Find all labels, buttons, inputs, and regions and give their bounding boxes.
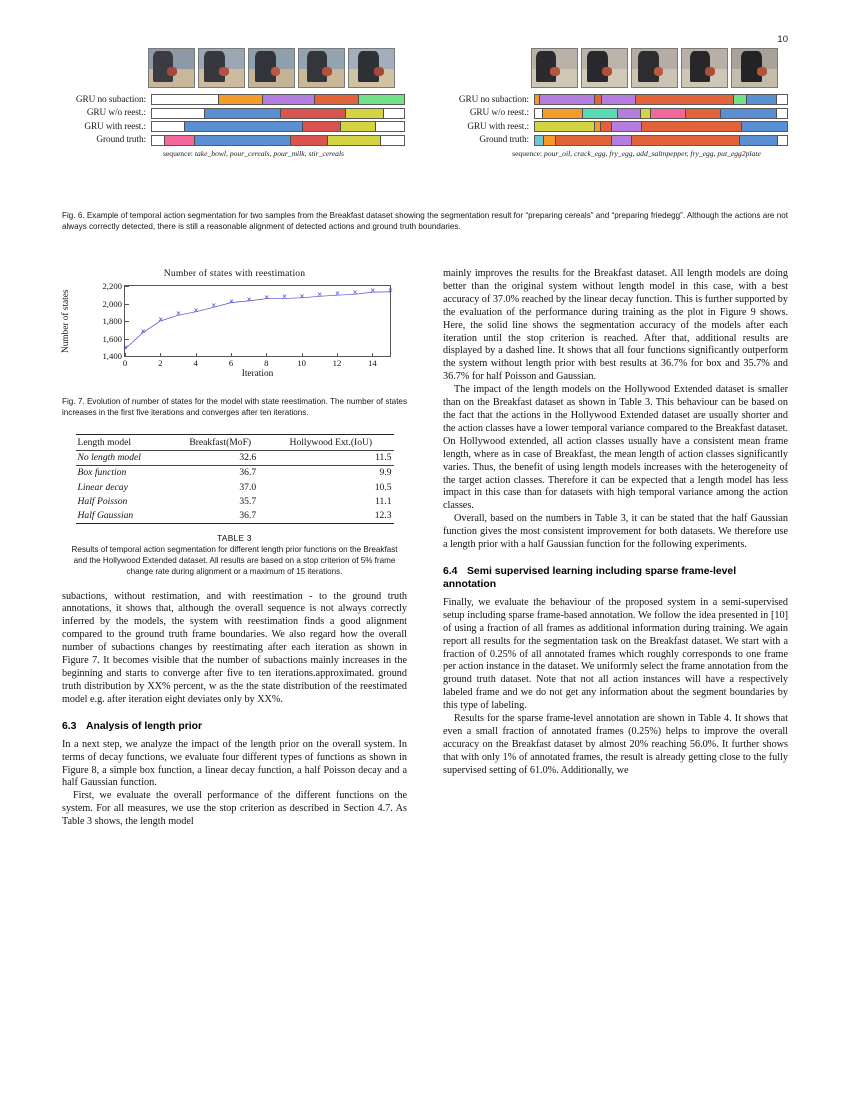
segment [540,95,595,104]
chart-x-tick-label: 6 [228,358,234,368]
segmentation-rows-left [62,94,405,146]
chart-y-tick-label: 1,400 [102,351,122,361]
segmentation-row-label: GRU no subaction: [75,94,146,105]
figure-6-caption: Fig. 6. Example of temporal action segmentation for two samples from the Breakfast dataset showing the segmentation result for “preparing cereals” and “preparing friedegg”. Although the actions are not always correctly detected, there is still a reasonable alignment of detected actions and ground truth boundaries. [62,211,788,232]
table-cell-length-model: Half Poisson [77,495,128,507]
chart-x-tick-label: 10 [297,358,306,368]
chart-x-tick-label: 14 [367,358,377,368]
sequence-value: take_bowl, pour_cereals, pour_milk, stir_cereals [194,148,345,158]
figure-7-chart [62,268,407,390]
segmentation-row-label: Ground truth: [479,135,529,145]
table-3 [76,434,394,523]
segment [602,95,636,104]
table-header-hollywood: Hollywood Ext.(IoU) [268,435,393,450]
chart-data-point [370,290,375,295]
segment [642,122,742,131]
segment [651,109,686,118]
segmentation-bar [534,108,788,119]
segment [341,122,376,131]
table-3-number: TABLE 3 [217,532,252,543]
table-3-wrapper [62,434,407,576]
paragraph: Overall, based on the numbers in Table 3, it can be stated that the half Gaussian function gives the most consistent improvement for both datasets. We therefore use a length prior with a half Gaussian function for the following experiments. [443,513,788,551]
table-3-caption-block [62,533,407,577]
segmentation-bar [534,94,788,105]
chart-data-point [352,292,357,297]
segment [535,136,544,145]
chart-x-tick-label: 12 [332,358,342,368]
segmentation-row-label: Ground truth: [96,135,146,145]
paragraph: First, we evaluate the overall performance of the different functions on the system. For all measures, we use the stop criterion as described in Section 4.7. As Table 3 shows, the length model [62,790,407,828]
segmentation-row [62,135,405,146]
segment [778,136,787,145]
segment [734,95,747,104]
table-row [76,465,394,480]
segmentation-row [62,94,405,105]
segment [544,136,557,145]
segment [535,122,595,131]
segment [535,109,543,118]
video-frame-thumbnail [531,48,578,88]
table-cell-hollywood: 10.5 [374,481,392,493]
segment [152,136,165,145]
chart-y-tick-label: 2,200 [102,281,122,291]
section-title: Semi supervised learning including sparse frame-level annotation [443,565,737,590]
sequence-label: sequence: [512,148,543,158]
segment [686,109,721,118]
segment [152,122,185,131]
chart-y-tick-label: 2,000 [102,298,122,309]
chart-x-axis-label: Iteration [241,369,274,379]
paragraph: mainly improves the results for the Breakfast dataset. All length models are doing better than the original system without length model in this case, with a best accuracy of 37.0% reached by the linear decay function. This is further supported by the evaluation of the performance during training as the plot in Figure 9 shows. Here, the solid line shows the segmentation accuracy of the models after each iteration until the stop criterion is reached. After that, additional results are displayed by a dashed line. It shows that all four functions significantly outperform the system without length prior with best results at 36.7% for box and 35.7% and 36.7% for half Poisson and Gaussian. [443,268,788,383]
segment [747,95,777,104]
chart-title: Number of states with reestimation [163,268,306,279]
segmentation-bar [151,108,405,119]
table-row [76,494,394,508]
segment [601,122,612,131]
chart-data-point [176,313,181,318]
chart-data-point [140,331,145,336]
segment [381,136,404,145]
chart-data-point [246,299,251,304]
table-row [76,508,394,523]
right-column [443,268,788,778]
segment [152,95,219,104]
segmentation-bar [151,135,405,146]
segmentation-bar [534,135,788,146]
segmentation-row [445,135,788,146]
chart-x-tick-label: 8 [264,358,269,368]
video-frame-thumbnail [731,48,778,88]
page-number: 10 [777,34,788,45]
table-cell-breakfast: 32.6 [172,450,268,465]
table-cell-hollywood: 9.9 [268,465,393,480]
segment [777,95,787,104]
segment [583,109,618,118]
segment [612,136,632,145]
chart-plot-box [102,281,391,368]
table-3-caption: Results of temporal action segmentation for different length prior functions on the Breakfast and the Hollywood Extended dataset. All results are based on a stop criterion of 5% frame change rate during alignment or a maximum of 15 iterations. [71,544,398,576]
segment [346,109,384,118]
segmentation-rows-right [445,94,788,146]
segmentation-row-label: GRU no subaction: [458,94,529,105]
segment [359,95,404,104]
table-row [76,435,394,450]
table-cell-breakfast: 37.0 [239,481,257,493]
section-number: 6.3 [62,720,77,732]
table-cell-hollywood: 11.1 [375,495,392,507]
table-cell-length-model: Linear decay [77,481,128,493]
paragraph: Results for the sparse frame-level annotation are shown in Table 4. It shows that even a small fraction of annotated frames (0.25%) helps to improve the overall accuracy on the Breakfast dataset by almost 20% reaching 56.0%. It further shows that with only 1% of annotated frames, the result is already getting close to the fully supervised setting of 61.0%. Additionally, we [443,713,788,776]
segmentation-row [445,121,788,132]
chart-data-point [317,294,322,299]
sequence-line-left [62,149,405,158]
video-frame-thumbnail [348,48,395,88]
table-cell-length-model: No length model [76,450,173,465]
video-frame-thumbnail [148,48,195,88]
segment [641,109,651,118]
table-cell-breakfast: 35.7 [239,495,257,507]
section-heading-6-3 [62,720,407,733]
segment [205,109,281,118]
chart-data-point [193,310,198,315]
segment [328,136,381,145]
video-frame-thumbnail [631,48,678,88]
chart-data-point [264,296,269,301]
segmentation-row-label: GRU with reest.: [84,121,146,132]
chart-y-tick-label: 1,600 [102,333,122,344]
chart-x-tick-label: 2 [158,358,163,368]
table-row [76,450,394,465]
figure-6 [62,48,788,158]
segment [384,109,404,118]
chart-data-point [158,319,163,324]
chart-y-tick-mark [125,356,129,357]
segment [777,109,787,118]
paragraph: Finally, we evaluate the behaviour of the proposed system in a semi-supervised setup including sparse frame-based annotation. We follow the idea presented in [10] of using a fraction of all frames as additional information during training. We again report all results for the segmentation task on the Breakfast dataset. We start with a fraction of 0.25% of all annotated frames which roughly corresponds to one frame per action instance in the dataset. We uniformly select the frame annotation from the ground truth dataset. Note that not all action instances will have a respectively labeled frame and we do not get any information about the segment boundaries by this type of labeling. [443,596,788,712]
segment [376,122,404,131]
segmentation-row-label: GRU w/o reest.: [469,108,529,118]
table-cell-breakfast: 36.7 [172,508,268,523]
chart-area [62,281,407,379]
figure-6-right-sample [445,48,788,158]
segmentation-row [445,94,788,105]
segment [556,136,611,145]
chart-data-point [123,347,128,352]
left-column [62,268,407,829]
segmentation-row-label: GRU with reest.: [467,121,529,132]
video-frame-thumbnail [298,48,345,88]
sequence-value: pour_oil, crack_egg, fry_egg, add_saltnpepper, fry_egg, put_egg2plate [544,148,761,158]
table-cell-hollywood: 11.5 [268,450,393,465]
segment [636,95,734,104]
segmentation-row-label: GRU w/o reest.: [86,108,146,118]
chart-data-point [335,293,340,298]
segment [303,122,341,131]
segment [742,122,787,131]
segment [618,109,641,118]
segmentation-row [445,108,788,119]
segment [219,95,263,104]
section-number: 6.4 [443,565,458,577]
chart-line-series [125,286,390,356]
table-cell-breakfast: 36.7 [172,465,268,480]
segmentation-row [62,121,405,132]
video-frame-strip-right [531,48,788,88]
table-header-length-model: Length model [76,435,173,450]
video-frame-thumbnail [248,48,295,88]
chart-y-tick-label: 1,800 [102,316,122,326]
segment [543,109,583,118]
video-frame-thumbnail [198,48,245,88]
segment [165,136,195,145]
section-title: Analysis of length prior [86,720,203,732]
chart-data-point [299,296,304,301]
left-column-text [62,591,407,830]
figure-7-caption: Fig. 7. Evolution of number of states for the model with state reestimation. The number of states increases in the first five iterations and converges after ten iterations. [62,397,407,418]
chart-x-tick-label: 0 [122,358,128,368]
segment [291,136,329,145]
chart-data-point [229,300,234,305]
paragraph: subactions, without restimation, and with reestimation - to the ground truth annotations, it shows that, although the overall sequence is not always correctly inferred by the models, the system with reestimation finds a good alignment compared to the ground truth frame boundaries. We also regard how the overall number of subactions changes by reestimating after each iteration as shown in Figure 7. It becomes visible that the number of subactions mainly increases in the beginning and starts to converge after five to ten iterations.approximated. ground truth distribution by XX% percent, w as the the state distribution of the reestimated model e.g. after iteration eight deviates only by XX%. [62,590,407,705]
figure-6-left-sample [62,48,405,158]
chart-x-tick-label: 4 [193,358,198,368]
section-heading-6-4 [443,565,788,591]
paragraph: The impact of the length models on the Hollywood Extended dataset is smaller than on the Breakfast dataset as shown in Table 3. This behaviour can be based on the fact that the actions in the Hollywood Extended dataset are usually shorter and the action classes have a lower temporal variance compared to the Breakfast dataset. On Hollywood extended, all action classes usually have a consistent mean frame length, where as in case of Breakfast, the mean length of action classes significantly varies. Thus, the benefit of using length models increases with the heterogeneity of the target action classes. Therefore it can be expected that a length model has less impact in this case than for datasets with high temporal variance among the action classes. [443,384,788,512]
segment [315,95,359,104]
segment [281,109,347,118]
chart-data-point [211,305,216,310]
table-cell-length-model: Box function [76,465,173,480]
segmentation-row [62,108,405,119]
sequence-label: sequence: [162,148,193,158]
video-frame-strip-left [148,48,405,88]
chart-y-axis-label: Number of states [61,289,71,353]
segment [612,122,642,131]
paragraph: In a next step, we analyze the impact of the length prior on the overall system. In terms of decay functions, we evaluate four different types of functions as shown in Figure 8, a simple box function, a linear decay function, a half Poisson decay and a half Gaussian function. [62,738,407,789]
sequence-line-right [445,149,788,158]
segment [740,136,778,145]
video-frame-thumbnail [581,48,628,88]
segment [195,136,291,145]
segment [263,95,315,104]
segmentation-bar [151,121,405,132]
segmentation-bar [151,94,405,105]
segment [152,109,205,118]
table-header-breakfast: Breakfast(MoF) [172,435,268,450]
table-cell-hollywood: 12.3 [268,508,393,523]
segment [721,109,776,118]
segment [632,136,740,145]
chart-data-point [282,296,287,301]
segmentation-bar [534,121,788,132]
segment [185,122,303,131]
table-cell-length-model: Half Gaussian [76,508,173,523]
chart-data-point [388,290,393,295]
table-row [76,480,394,494]
video-frame-thumbnail [681,48,728,88]
